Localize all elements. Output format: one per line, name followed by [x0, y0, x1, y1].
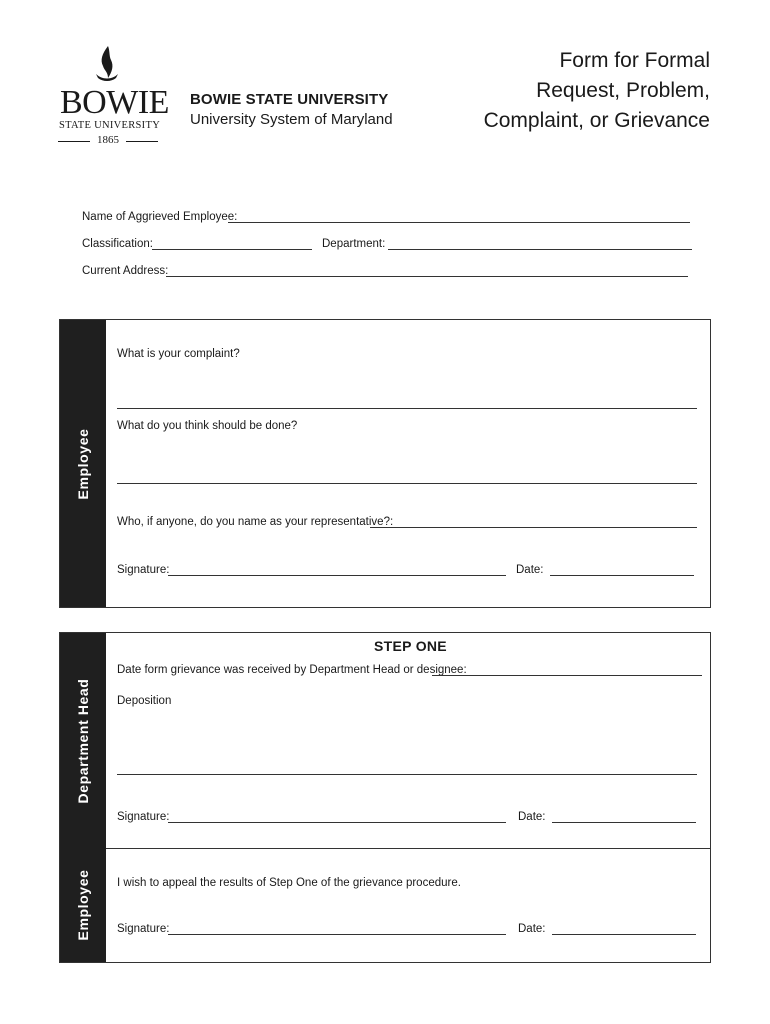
department-date-label: Date: [518, 811, 546, 823]
complaint-question: What is your complaint? [117, 348, 240, 360]
logo-wordmark: BOWIE [60, 84, 169, 121]
deposition-label: Deposition [117, 695, 172, 707]
department-section [59, 632, 711, 963]
remedy-field[interactable] [117, 483, 697, 484]
department-side-bar [60, 633, 106, 962]
university-logo [56, 44, 169, 146]
employee-section [59, 319, 711, 608]
university-name: BOWIE STATE UNIVERSITY [190, 91, 389, 108]
department-field[interactable] [388, 249, 692, 250]
classification-field[interactable] [152, 249, 312, 250]
department-signature-field[interactable] [168, 822, 506, 823]
appeal-statement: I wish to appeal the results of Step One of the grievance procedure. [117, 877, 461, 889]
remedy-question: What do you think should be done? [117, 420, 298, 432]
flame-icon [94, 44, 120, 86]
employee-signature-field[interactable] [168, 575, 506, 576]
employee-side-label: Employee [75, 428, 91, 500]
employee-signature-label: Signature: [117, 564, 170, 576]
department-label: Department: [322, 238, 386, 250]
complaint-field[interactable] [117, 408, 697, 409]
received-date-label: Date form grievance was received by Department Head or designee: [117, 664, 467, 676]
form-title-line-3: Complaint, or Grievance [483, 109, 710, 132]
address-field[interactable] [166, 276, 688, 277]
department-side-label: Department Head [75, 678, 91, 804]
address-label: Current Address: [82, 265, 169, 277]
department-date-field[interactable] [552, 822, 696, 823]
employee-date-label: Date: [516, 564, 544, 576]
employee-date-field[interactable] [550, 575, 694, 576]
name-field[interactable] [228, 222, 690, 223]
appeal-date-field[interactable] [552, 934, 696, 935]
form-title-line-1: Form for Formal [559, 49, 710, 72]
appeal-date-label: Date: [518, 923, 546, 935]
representative-field[interactable] [370, 527, 697, 528]
deposition-field[interactable] [117, 774, 697, 775]
form-title-line-2: Request, Problem, [536, 79, 710, 102]
appeal-signature-label: Signature: [117, 923, 170, 935]
appeal-side-label: Employee [75, 869, 91, 941]
university-system: University System of Maryland [190, 111, 393, 128]
classification-label: Classification: [82, 238, 153, 250]
employee-side-bar [60, 320, 106, 607]
form-title [410, 46, 710, 136]
step-one-title: STEP ONE [374, 638, 447, 654]
logo-year: 1865 [56, 134, 160, 146]
name-label: Name of Aggrieved Employee: [82, 211, 238, 223]
logo-subtitle: STATE UNIVERSITY [59, 120, 161, 131]
department-signature-label: Signature: [117, 811, 170, 823]
representative-label: Who, if anyone, do you name as your representative?: [117, 516, 394, 528]
appeal-signature-field[interactable] [168, 934, 506, 935]
received-date-field[interactable] [432, 675, 702, 676]
section-divider [106, 848, 710, 849]
